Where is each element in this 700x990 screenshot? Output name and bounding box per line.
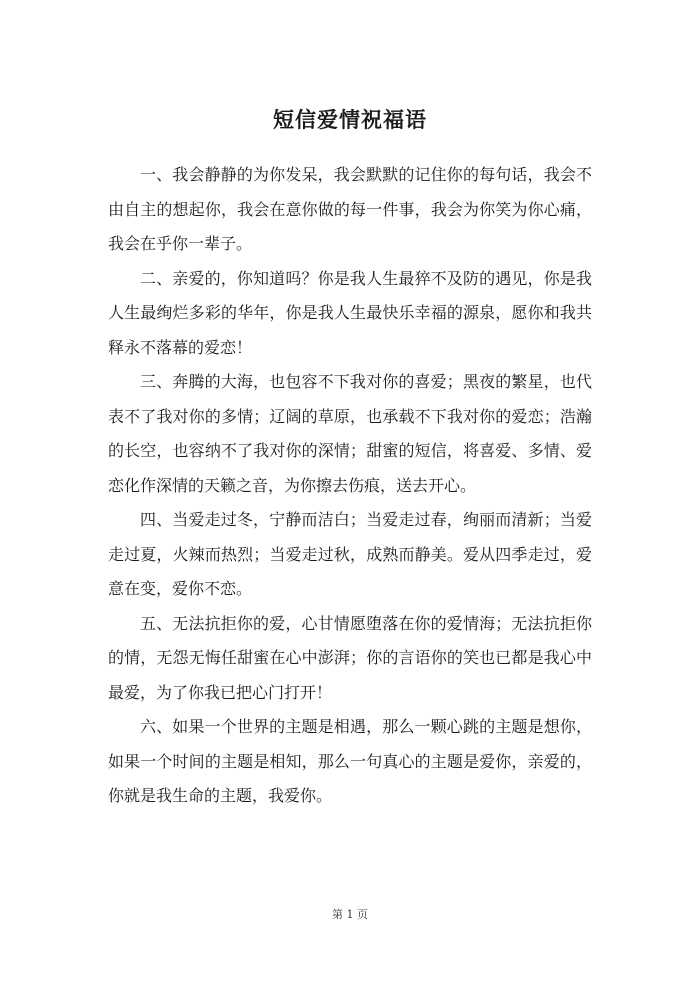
paragraph-2: 二、亲爱的，你知道吗？你是我人生最猝不及防的遇见，你是我人生最绚烂多彩的华年，你是我人生最快乐幸福的源泉，愿你和我共释永不落幕的爱恋！ <box>108 268 592 357</box>
page-number: 第 1 页 <box>332 908 368 921</box>
paragraph-6: 六、如果一个世界的主题是相遇，那么一颗心跳的主题是想你，如果一个时间的主题是相知，那么一句真心的主题是爱你，亲爱的，你就是我生命的主题，我爱你。 <box>108 717 592 805</box>
paragraph-4: 四、当爱走过冬，宁静而洁白；当爱走过春，绚丽而清新；当爱走过夏，火辣而热烈；当爱走过秋，成熟而静美。爱从四季走过，爱意在变，爱你不恋。 <box>108 510 592 598</box>
paragraph-3: 三、奔腾的大海，也包容不下我对你的喜爱；黑夜的繁星，也代表不了我对你的多情；辽阔的草原，也承载不下我对你的爱恋；浩瀚的长空，也容纳不了我对你的深情；甜蜜的短信，将喜爱、多情、爱恋化作深情的天籁之音，为你擦去伤痕，送去开心。 <box>108 372 592 495</box>
paragraph-5: 五、无法抗拒你的爱，心甘情愿堕落在你的爱情海；无法抗拒你的情，无怨无悔任甜蜜在心中澎湃；你的言语你的笑也已都是我心中最爱，为了你我已把心门打开！ <box>108 613 592 702</box>
document-body <box>108 158 592 814</box>
document-title: 短信爱情祝福语 <box>273 108 427 132</box>
paragraph-1: 一、我会静静的为你发呆，我会默默的记住你的每句话，我会不由自主的想起你，我会在意你做的每一件事，我会为你笑为你心痛，我会在乎你一辈子。 <box>108 165 592 253</box>
